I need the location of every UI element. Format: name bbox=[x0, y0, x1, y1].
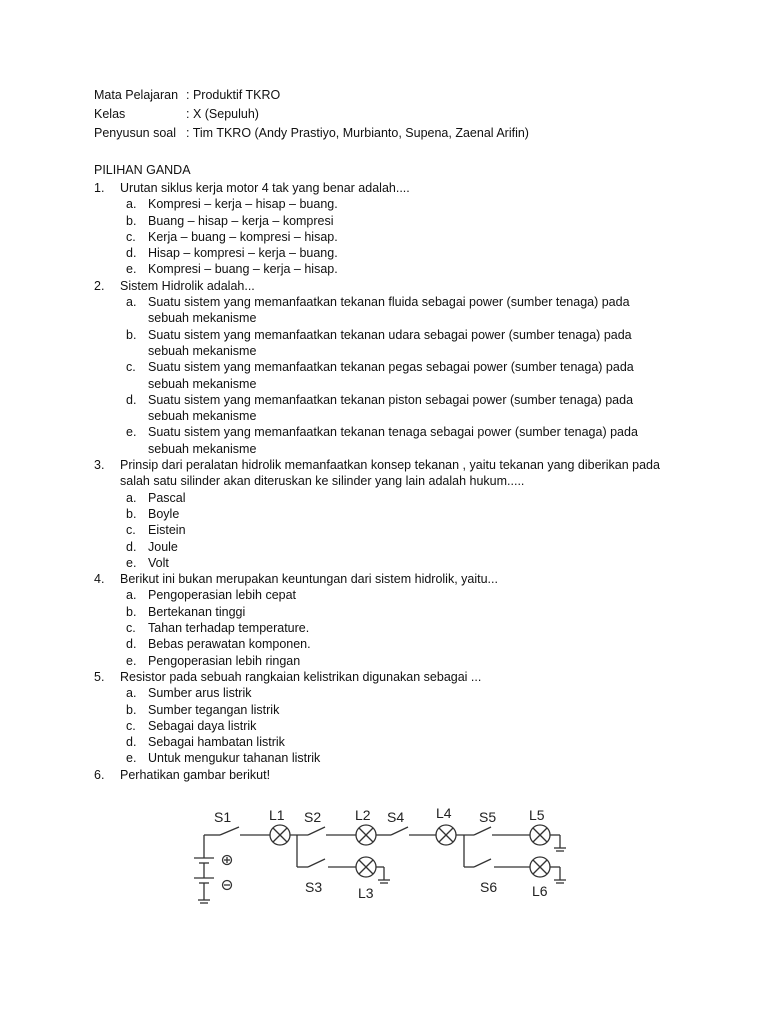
option-text: Eistein bbox=[148, 523, 186, 538]
question-text: Urutan siklus kerja motor 4 tak yang benar adalah.... bbox=[120, 181, 410, 195]
option-letter: b. bbox=[126, 327, 137, 342]
answer-option bbox=[126, 734, 674, 750]
option-letter: b. bbox=[126, 213, 137, 228]
option-letter: a. bbox=[126, 588, 137, 603]
option-letter: e. bbox=[126, 425, 137, 440]
question-number: 6. bbox=[94, 767, 105, 782]
option-letter: d. bbox=[126, 539, 137, 554]
option-letter: d. bbox=[126, 735, 137, 750]
option-letter: a. bbox=[126, 295, 137, 310]
option-text: Bebas perawatan komponen. bbox=[148, 637, 311, 652]
label-l2: L2 bbox=[355, 807, 371, 823]
circuit-svg bbox=[190, 800, 580, 910]
question-text: Sistem Hidrolik adalah... bbox=[120, 278, 255, 293]
answer-option bbox=[126, 702, 674, 718]
label-l1: L1 bbox=[269, 807, 285, 823]
option-letter: e. bbox=[126, 555, 137, 570]
question-text: Berikut ini bukan merupakan keuntungan dari sistem hidrolik, yaitu... bbox=[120, 572, 498, 587]
option-text: Kerja – buang – kompresi – hisap. bbox=[148, 229, 338, 244]
option-text: Buang – hisap – kerja – kompresi bbox=[148, 213, 334, 228]
header-row bbox=[94, 124, 529, 143]
answer-option bbox=[126, 245, 674, 261]
label-l5: L5 bbox=[529, 807, 545, 823]
answer-option bbox=[126, 604, 674, 620]
option-letter: e. bbox=[126, 653, 137, 668]
option-text: Kompresi – buang – kerja – hisap. bbox=[148, 262, 338, 277]
answer-option bbox=[126, 359, 674, 392]
option-letter: b. bbox=[126, 506, 137, 521]
option-letter: e. bbox=[126, 262, 137, 277]
option-letter: c. bbox=[126, 360, 136, 375]
option-list bbox=[126, 294, 674, 457]
question-6 bbox=[94, 767, 674, 783]
option-list bbox=[126, 685, 674, 766]
header-label: Mata Pelajaran bbox=[94, 88, 179, 102]
option-letter: a. bbox=[126, 686, 137, 701]
label-s3: S3 bbox=[305, 879, 323, 895]
question-text: Resistor pada sebuah rangkaian kelistrikan digunakan sebagai ... bbox=[120, 669, 482, 684]
answer-option bbox=[126, 327, 674, 360]
question-number: 1. bbox=[94, 181, 105, 195]
option-letter: a. bbox=[126, 197, 137, 212]
header-label: Penyusun soal bbox=[94, 126, 177, 140]
label-s1: S1 bbox=[214, 809, 232, 825]
option-text: Suatu sistem yang memanfaatkan tekanan udara sebagai power (sumber tenaga) pada sebuah mekanisme bbox=[148, 327, 632, 358]
question-1 bbox=[94, 180, 674, 196]
header-label: Kelas bbox=[94, 107, 126, 121]
option-text: Kompresi – kerja – hisap – buang. bbox=[148, 197, 338, 212]
option-text: Joule bbox=[148, 539, 178, 554]
header-row bbox=[94, 105, 529, 124]
option-text: Pascal bbox=[148, 490, 186, 505]
answer-option bbox=[126, 196, 674, 212]
header-value: : X (Sepuluh) bbox=[186, 107, 259, 121]
answer-option bbox=[126, 587, 674, 603]
option-list bbox=[126, 196, 674, 277]
option-letter: c. bbox=[126, 229, 136, 244]
option-letter: a. bbox=[126, 490, 137, 505]
header-row bbox=[94, 86, 529, 105]
option-letter: e. bbox=[126, 751, 137, 766]
option-text: Sebagai hambatan listrik bbox=[148, 735, 285, 750]
option-letter: c. bbox=[126, 718, 136, 733]
option-text: Untuk mengukur tahanan listrik bbox=[148, 751, 321, 766]
answer-option bbox=[126, 213, 674, 229]
label-l4: L4 bbox=[436, 805, 452, 821]
question-3 bbox=[94, 457, 674, 490]
option-letter: c. bbox=[126, 523, 136, 538]
answer-option bbox=[126, 261, 674, 277]
question-text: Perhatikan gambar berikut! bbox=[120, 767, 271, 782]
question-list bbox=[94, 180, 674, 783]
circuit-diagram bbox=[190, 800, 580, 910]
option-text: Volt bbox=[148, 555, 169, 570]
option-text: Hisap – kompresi – kerja – buang. bbox=[148, 246, 338, 261]
answer-option bbox=[126, 490, 674, 506]
option-letter: d. bbox=[126, 392, 137, 407]
answer-option bbox=[126, 506, 674, 522]
answer-option bbox=[126, 555, 674, 571]
header-value: : Tim TKRO (Andy Prastiyo, Murbianto, Supena, Zaenal Arifin) bbox=[186, 126, 529, 140]
answer-option bbox=[126, 229, 674, 245]
answer-option bbox=[126, 685, 674, 701]
option-letter: c. bbox=[126, 621, 136, 636]
option-text: Sumber tegangan listrik bbox=[148, 702, 280, 717]
option-letter: d. bbox=[126, 246, 137, 261]
answer-option bbox=[126, 620, 674, 636]
answer-option bbox=[126, 522, 674, 538]
question-5 bbox=[94, 669, 674, 685]
option-text: Boyle bbox=[148, 506, 180, 521]
answer-option bbox=[126, 750, 674, 766]
option-text: Sumber arus listrik bbox=[148, 686, 252, 701]
exam-header bbox=[94, 86, 529, 143]
header-value: : Produktif TKRO bbox=[186, 88, 281, 102]
label-s4: S4 bbox=[387, 809, 405, 825]
label-s6: S6 bbox=[480, 879, 498, 895]
label-s5: S5 bbox=[479, 809, 497, 825]
question-number: 2. bbox=[94, 278, 105, 293]
question-number: 5. bbox=[94, 669, 105, 684]
answer-option bbox=[126, 294, 674, 327]
option-letter: b. bbox=[126, 604, 137, 619]
label-l3: L3 bbox=[358, 885, 374, 901]
answer-option bbox=[126, 636, 674, 652]
question-text: Prinsip dari peralatan hidrolik memanfaatkan konsep tekanan , yaitu tekanan yang diberikan pada salah satu silinder akan diteruskan ke silinder yang lain adalah hukum..... bbox=[120, 458, 660, 489]
option-text: Bertekanan tinggi bbox=[148, 604, 246, 619]
label-s2: S2 bbox=[304, 809, 322, 825]
section-title: PILIHAN GANDA bbox=[94, 163, 191, 177]
question-number: 4. bbox=[94, 572, 105, 587]
option-letter: d. bbox=[126, 637, 137, 652]
option-list bbox=[126, 490, 674, 571]
option-text: Sebagai daya listrik bbox=[148, 718, 257, 733]
option-text: Suatu sistem yang memanfaatkan tekanan pegas sebagai power (sumber tenaga) pada sebuah mekanisme bbox=[148, 360, 634, 391]
option-text: Suatu sistem yang memanfaatkan tekanan piston sebagai power (sumber tenaga) pada sebuah mekanisme bbox=[148, 392, 634, 424]
answer-option bbox=[126, 539, 674, 555]
option-list bbox=[126, 587, 674, 668]
question-2 bbox=[94, 278, 674, 294]
answer-option bbox=[126, 653, 674, 669]
answer-option bbox=[126, 718, 674, 734]
option-letter: b. bbox=[126, 702, 137, 717]
option-text: Pengoperasian lebih ringan bbox=[148, 653, 301, 668]
question-4 bbox=[94, 571, 674, 587]
option-text: Suatu sistem yang memanfaatkan tekanan tenaga sebagai power (sumber tenaga) pada sebuah mekanisme bbox=[148, 425, 638, 456]
answer-option bbox=[126, 392, 674, 425]
question-number: 3. bbox=[94, 458, 105, 473]
option-text: Pengoperasian lebih cepat bbox=[148, 588, 297, 603]
option-text: Tahan terhadap temperature. bbox=[148, 621, 310, 636]
label-l6: L6 bbox=[532, 883, 548, 899]
answer-option bbox=[126, 424, 674, 457]
option-text: Suatu sistem yang memanfaatkan tekanan fluida sebagai power (sumber tenaga) pada sebuah mekanisme bbox=[148, 295, 630, 326]
